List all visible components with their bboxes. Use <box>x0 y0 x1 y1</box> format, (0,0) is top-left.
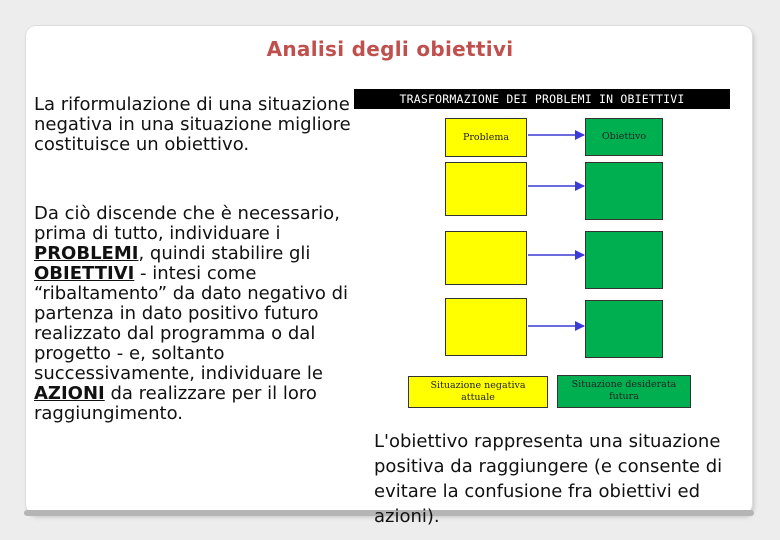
method-text-2: , quindi stabilire gli <box>138 243 311 264</box>
slide-title: Analisi degli obiettivi <box>266 37 514 61</box>
azioni-keyword: AZIONI <box>34 383 105 404</box>
definition-paragraph: La riformulazione di una situazione negativa in una situazione migliore costituisce un obiettivo. <box>34 94 351 155</box>
problemi-keyword: PROBLEMI <box>34 243 139 264</box>
method-text-3: - intesi come “ribaltamento” da dato negativo di partenza in dato positivo futuro realizzato dal programma o dal progetto - e, soltanto successivamente, individuare le <box>34 263 349 384</box>
method-text-4: da realizzare per il loro raggiungimento. <box>34 383 317 424</box>
negative-situation-label: Situazione negativa attuale <box>430 380 526 403</box>
objective-label: Obiettivo <box>601 131 647 142</box>
problem-label: Problema <box>462 132 510 143</box>
diagram-header: TRASFORMAZIONE DEI PROBLEMI IN OBIETTIVI <box>354 89 730 109</box>
desired-situation-label: Situazione desiderata futura <box>571 379 677 402</box>
objective-explanation-paragraph: L'obiettivo rappresenta una situazione positiva da raggiungere (e consente di evitare la confusione fra obiettivi ed azioni). <box>374 431 723 527</box>
method-text-1: Da ciò discende che è necessario, prima di tutto, individuare i <box>34 203 340 244</box>
obiettivi-keyword: OBIETTIVI <box>34 263 135 284</box>
